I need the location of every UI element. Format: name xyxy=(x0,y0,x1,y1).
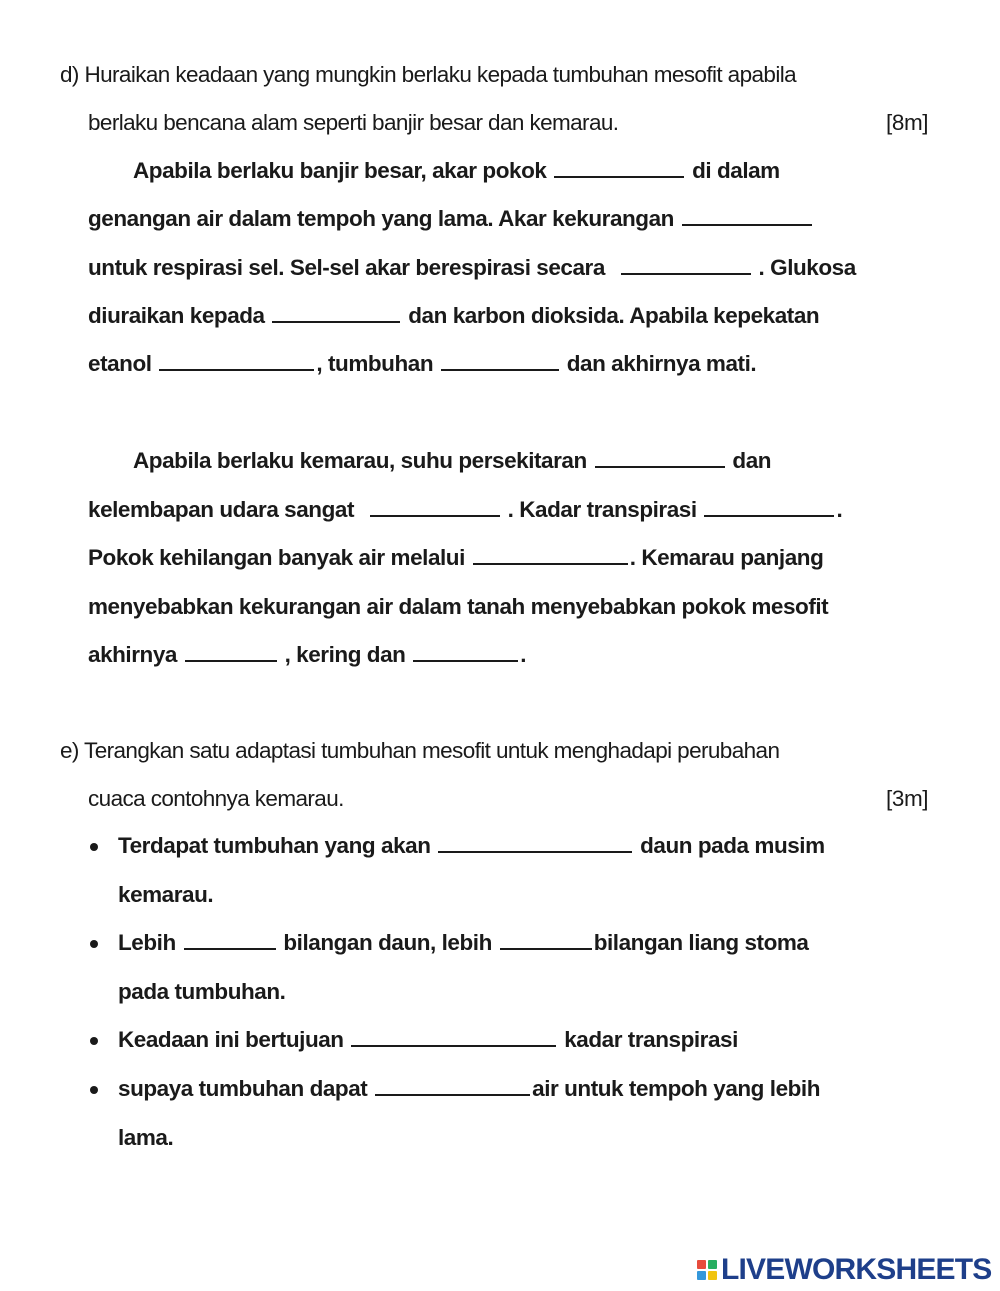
d-p2-text: . xyxy=(520,642,527,667)
d-p2-line3 xyxy=(88,543,823,573)
answer-blank[interactable] xyxy=(438,832,632,853)
answer-blank[interactable] xyxy=(413,641,518,662)
d-p1-text: , tumbuhan xyxy=(316,351,434,376)
question-e-prompt-line1: e) Terangkan satu adaptasi tumbuhan mesofit untuk menghadapi perubahan xyxy=(60,738,780,763)
answer-blank[interactable] xyxy=(500,929,592,950)
d-p1-text: genangan air dalam tempoh yang lama. Akar kekurangan xyxy=(88,206,674,231)
d-p2-text: kelembapan udara sangat xyxy=(88,497,355,522)
e-b3-text: Keadaan ini bertujuan xyxy=(118,1027,344,1052)
bullet-point xyxy=(90,843,98,851)
answer-blank[interactable] xyxy=(554,157,684,178)
d-p2-line1 xyxy=(133,446,771,476)
d-p1-text: di dalam xyxy=(692,158,780,183)
e-bullet4-line2: lama. xyxy=(118,1125,174,1150)
answer-blank[interactable] xyxy=(595,447,725,468)
answer-blank[interactable] xyxy=(621,254,751,275)
answer-blank[interactable] xyxy=(375,1075,530,1096)
d-p2-text: Apabila berlaku kemarau, suhu persekitaran xyxy=(133,448,587,473)
d-p2-text: . xyxy=(836,497,843,522)
d-p2-line2 xyxy=(88,495,842,525)
answer-blank[interactable] xyxy=(272,302,400,323)
answer-blank[interactable] xyxy=(682,205,812,226)
d-p2-text: , kering dan xyxy=(284,642,406,667)
d-p1-text: untuk respirasi sel. Sel-sel akar berespirasi secara xyxy=(88,255,605,280)
d-p2-line5 xyxy=(88,640,526,670)
e-bullet2-line1 xyxy=(118,928,808,958)
d-p1-line1 xyxy=(133,156,780,186)
d-p2-text: . Kemarau panjang xyxy=(629,545,824,570)
d-p1-text: . Glukosa xyxy=(758,255,856,280)
d-p2-text: . Kadar transpirasi xyxy=(507,497,697,522)
d-p2-line4 xyxy=(88,592,828,622)
answer-blank[interactable] xyxy=(185,641,277,662)
liveworksheets-grid-icon xyxy=(697,1260,717,1280)
question-d-prompt-line2: berlaku bencana alam seperti banjir besar dan kemarau. xyxy=(88,110,619,135)
d-p2-text: menyebabkan kekurangan air dalam tanah menyebabkan pokok mesofit xyxy=(88,594,829,619)
question-e-prompt-line2: cuaca contohnya kemarau. xyxy=(88,786,344,811)
question-d-prompt-line1: d) Huraikan keadaan yang mungkin berlaku kepada tumbuhan mesofit apabila xyxy=(60,62,797,87)
e-b2-text: bilangan liang stoma xyxy=(593,930,809,955)
e-bullet4-line1 xyxy=(118,1074,820,1104)
answer-blank[interactable] xyxy=(473,544,628,565)
answer-blank[interactable] xyxy=(159,350,314,371)
d-p1-text: etanol xyxy=(88,351,152,376)
bullet-point xyxy=(90,1037,98,1045)
answer-blank[interactable] xyxy=(184,929,276,950)
d-p1-line4 xyxy=(88,301,819,331)
e-b2-text: Lebih xyxy=(118,930,176,955)
question-e-marks: [3m] xyxy=(886,786,929,811)
logo-text: LIVEWORKSHEETS xyxy=(721,1253,992,1286)
d-p1-text: dan karbon dioksida. Apabila kepekatan xyxy=(408,303,820,328)
e-bullet1-line2: kemarau. xyxy=(118,882,214,907)
d-p2-text: Pokok kehilangan banyak air melalui xyxy=(88,545,465,570)
answer-blank[interactable] xyxy=(441,350,559,371)
d-p1-text: dan akhirnya mati. xyxy=(566,351,757,376)
d-p1-line2 xyxy=(88,204,814,234)
e-b1-text: daun pada musim xyxy=(640,833,825,858)
bullet-point xyxy=(90,940,98,948)
d-p2-text: dan xyxy=(732,448,772,473)
e-b3-text: kadar transpirasi xyxy=(564,1027,738,1052)
answer-blank[interactable] xyxy=(370,496,500,517)
d-p1-line3 xyxy=(88,253,856,283)
e-bullet1-line1 xyxy=(118,831,825,861)
e-b4-text: supaya tumbuhan dapat xyxy=(118,1076,368,1101)
e-bullet3-line1 xyxy=(118,1025,738,1055)
d-p1-line5 xyxy=(88,349,756,379)
e-b4-text: air untuk tempoh yang lebih xyxy=(532,1076,821,1101)
question-d-marks: [8m] xyxy=(886,110,929,135)
answer-blank[interactable] xyxy=(704,496,834,517)
d-p2-text: akhirnya xyxy=(88,642,177,667)
e-b2-text: bilangan daun, lebih xyxy=(283,930,492,955)
d-p1-text: diuraikan kepada xyxy=(88,303,265,328)
answer-blank[interactable] xyxy=(351,1026,556,1047)
e-b1-text: Terdapat tumbuhan yang akan xyxy=(118,833,431,858)
d-p1-text: Apabila berlaku banjir besar, akar pokok xyxy=(133,158,547,183)
e-bullet2-line2: pada tumbuhan. xyxy=(118,979,286,1004)
liveworksheets-logo xyxy=(697,1252,992,1288)
bullet-point xyxy=(90,1086,98,1094)
